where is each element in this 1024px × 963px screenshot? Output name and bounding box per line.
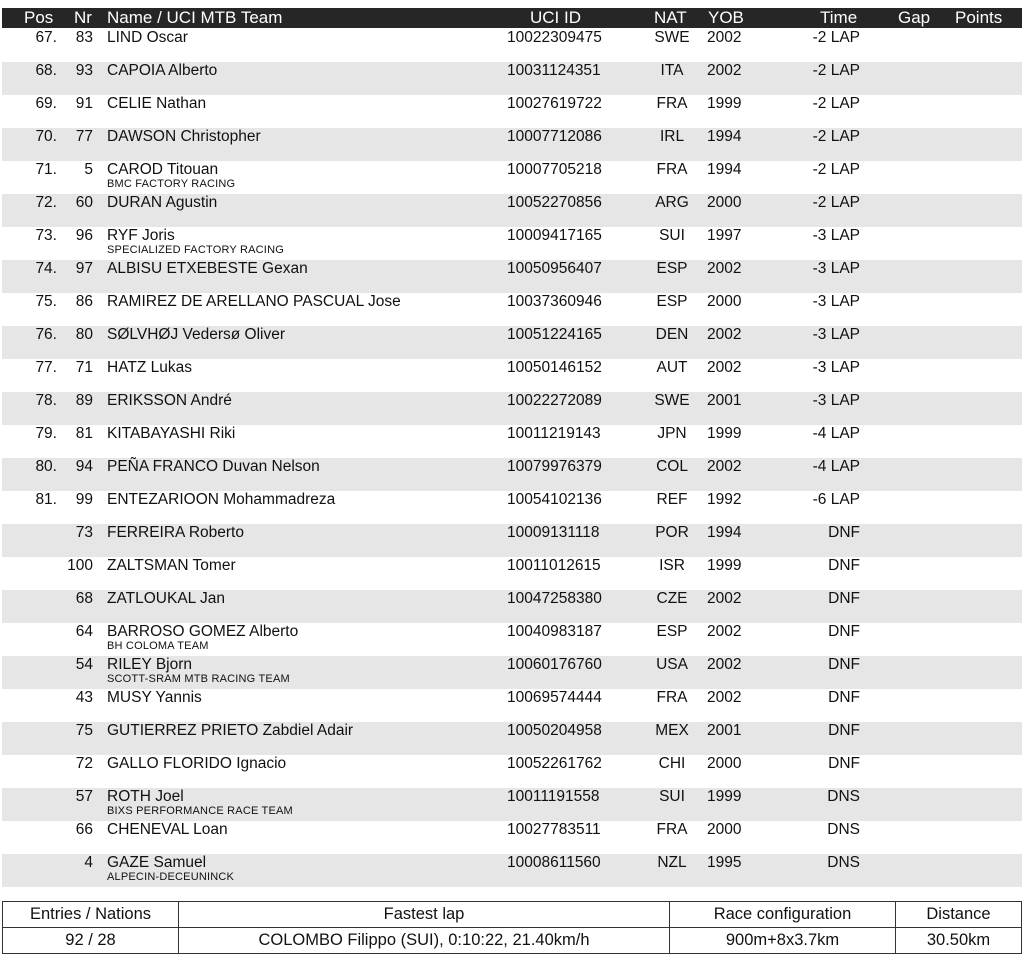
uci-id-cell: 10050204958 bbox=[507, 722, 602, 739]
year-of-birth-cell: 2002 bbox=[707, 458, 742, 475]
year-of-birth-cell: 1997 bbox=[707, 227, 742, 244]
position-cell: 69. bbox=[35, 95, 57, 112]
team-name: BH COLOMA TEAM bbox=[107, 640, 209, 652]
rider-name-cell: ERIKSSON André bbox=[107, 392, 232, 409]
year-of-birth-cell: 2002 bbox=[707, 359, 742, 376]
header-pos: Pos bbox=[24, 8, 54, 27]
team-name: BMC FACTORY RACING bbox=[107, 178, 236, 190]
nationality-cell: MEX bbox=[655, 722, 689, 739]
table-row bbox=[2, 590, 1022, 623]
uci-id-cell: 10031124351 bbox=[507, 62, 601, 79]
bib-number-cell: 73 bbox=[75, 524, 93, 541]
table-row bbox=[2, 62, 1022, 95]
time-cell: -3 LAP bbox=[812, 326, 860, 343]
table-row bbox=[2, 458, 1022, 491]
year-of-birth-cell: 2000 bbox=[707, 755, 742, 772]
table-row bbox=[2, 821, 1022, 854]
rider-name-cell: DURAN Agustin bbox=[107, 194, 218, 211]
nationality-cell: SUI bbox=[659, 788, 685, 805]
year-of-birth-cell: 2000 bbox=[707, 293, 742, 310]
rider-name-cell: CELIE Nathan bbox=[107, 95, 207, 112]
uci-id-cell: 10011219143 bbox=[507, 425, 601, 442]
team-name: SPECIALIZED FACTORY RACING bbox=[107, 244, 284, 256]
bib-number-cell: 71 bbox=[75, 359, 93, 376]
bib-number-cell: 93 bbox=[75, 62, 93, 79]
header-gap: Gap bbox=[898, 8, 931, 27]
nationality-cell: POR bbox=[655, 524, 689, 541]
rider-name-cell: CAPOIA Alberto bbox=[107, 62, 218, 79]
header-yob: YOB bbox=[708, 8, 744, 27]
time-cell: -2 LAP bbox=[812, 95, 860, 112]
year-of-birth-cell: 2000 bbox=[707, 821, 742, 838]
time-cell: -2 LAP bbox=[812, 62, 860, 79]
rider-name-cell: ZATLOUKAL Jan bbox=[107, 590, 226, 607]
nationality-cell: FRA bbox=[656, 95, 688, 112]
position-cell: 80. bbox=[35, 458, 57, 475]
year-of-birth-cell: 1992 bbox=[707, 491, 742, 508]
nationality-cell: REF bbox=[656, 491, 688, 508]
table-row bbox=[2, 293, 1022, 326]
uci-id-cell: 10007712086 bbox=[507, 128, 602, 145]
position-cell: 70. bbox=[35, 128, 57, 145]
race-config-value: 900m+8x3.7km bbox=[670, 928, 896, 954]
rider-name-cell: MUSY Yannis bbox=[107, 689, 202, 706]
uci-id-cell: 10052270856 bbox=[507, 194, 602, 211]
table-row bbox=[2, 623, 1022, 656]
table-row bbox=[2, 524, 1022, 557]
year-of-birth-cell: 2002 bbox=[707, 260, 742, 277]
bib-number-cell: 80 bbox=[75, 326, 93, 343]
fastest-lap-value: COLOMBO Filippo (SUI), 0:10:22, 21.40km/h bbox=[179, 928, 670, 954]
bib-number-cell: 68 bbox=[75, 590, 93, 607]
nationality-cell: ESP bbox=[656, 293, 688, 310]
nationality-cell: COL bbox=[656, 458, 688, 475]
table-row bbox=[2, 359, 1022, 392]
nationality-cell: ITA bbox=[660, 62, 684, 79]
race-config-label: Race configuration bbox=[670, 902, 896, 928]
time-cell: -3 LAP bbox=[812, 359, 860, 376]
time-cell: DNS bbox=[827, 854, 860, 871]
time-cell: DNF bbox=[828, 689, 860, 706]
year-of-birth-cell: 2002 bbox=[707, 623, 742, 640]
uci-id-cell: 10027619722 bbox=[507, 95, 602, 112]
entries-label: Entries / Nations bbox=[3, 902, 179, 928]
results-header bbox=[2, 8, 1022, 28]
year-of-birth-cell: 2001 bbox=[707, 722, 742, 739]
table-row bbox=[2, 491, 1022, 524]
rider-name-cell: ENTEZARIOON Mohammadreza bbox=[107, 491, 336, 508]
time-cell: -3 LAP bbox=[812, 227, 860, 244]
nationality-cell: CZE bbox=[656, 590, 688, 607]
rider-name-cell: RAMIREZ DE ARELLANO PASCUAL Jose bbox=[107, 293, 401, 310]
table-row bbox=[2, 788, 1022, 821]
rider-name-cell: DAWSON Christopher bbox=[107, 128, 261, 145]
rider-name-cell: KITABAYASHI Riki bbox=[107, 425, 236, 442]
bib-number-cell: 54 bbox=[75, 656, 93, 673]
nationality-cell: SUI bbox=[659, 227, 685, 244]
year-of-birth-cell: 2002 bbox=[707, 62, 742, 79]
bib-number-cell: 72 bbox=[75, 755, 93, 772]
bib-number-cell: 60 bbox=[75, 194, 93, 211]
bib-number-cell: 75 bbox=[75, 722, 93, 739]
table-row bbox=[2, 425, 1022, 458]
distance-label: Distance bbox=[896, 902, 1022, 928]
uci-id-cell: 10008611560 bbox=[507, 854, 601, 871]
uci-id-cell: 10027783511 bbox=[507, 821, 601, 838]
uci-id-cell: 10007705218 bbox=[507, 161, 602, 178]
team-name: SCOTT-SRAM MTB RACING TEAM bbox=[107, 673, 290, 685]
nationality-cell: ISR bbox=[659, 557, 685, 574]
position-cell: 72. bbox=[35, 194, 57, 211]
uci-id-cell: 10047258380 bbox=[507, 590, 602, 607]
nationality-cell: FRA bbox=[656, 161, 688, 178]
header-time: Time bbox=[820, 8, 858, 27]
nationality-cell: ESP bbox=[656, 260, 688, 277]
rider-name-cell: PEÑA FRANCO Duvan Nelson bbox=[107, 458, 320, 475]
time-cell: DNF bbox=[828, 557, 860, 574]
race-summary-table bbox=[2, 901, 1022, 954]
header-points: Points bbox=[955, 8, 1003, 27]
nationality-cell: JPN bbox=[657, 425, 687, 442]
table-row bbox=[2, 722, 1022, 755]
table-row bbox=[2, 95, 1022, 128]
rider-name-cell: CAROD Titouan bbox=[107, 161, 219, 178]
time-cell: DNF bbox=[828, 656, 860, 673]
uci-id-cell: 10040983187 bbox=[507, 623, 602, 640]
year-of-birth-cell: 2002 bbox=[707, 29, 742, 46]
table-row bbox=[2, 326, 1022, 359]
position-cell: 76. bbox=[35, 326, 57, 343]
year-of-birth-cell: 1994 bbox=[707, 524, 742, 541]
bib-number-cell: 81 bbox=[75, 425, 93, 442]
bib-number-cell: 57 bbox=[75, 788, 93, 805]
uci-id-cell: 10051224165 bbox=[507, 326, 602, 343]
bib-number-cell: 89 bbox=[75, 392, 93, 409]
fastest-lap-label: Fastest lap bbox=[179, 902, 670, 928]
team-name: ALPECIN-DECEUNINCK bbox=[107, 871, 235, 883]
rider-name-cell: BARROSO GOMEZ Alberto bbox=[107, 623, 299, 640]
position-cell: 78. bbox=[35, 392, 57, 409]
nationality-cell: FRA bbox=[656, 689, 688, 706]
bib-number-cell: 100 bbox=[67, 557, 93, 574]
year-of-birth-cell: 1999 bbox=[707, 95, 742, 112]
position-cell: 67. bbox=[35, 29, 57, 46]
uci-id-cell: 10009131118 bbox=[507, 524, 600, 541]
uci-id-cell: 10054102136 bbox=[507, 491, 602, 508]
position-cell: 79. bbox=[35, 425, 57, 442]
year-of-birth-cell: 2002 bbox=[707, 326, 742, 343]
time-cell: DNF bbox=[828, 524, 860, 541]
uci-id-cell: 10022309475 bbox=[507, 29, 602, 46]
year-of-birth-cell: 2002 bbox=[707, 689, 742, 706]
nationality-cell: ARG bbox=[655, 194, 689, 211]
bib-number-cell: 77 bbox=[75, 128, 93, 145]
nationality-cell: SWE bbox=[654, 29, 690, 46]
entries-value: 92 / 28 bbox=[3, 928, 179, 954]
uci-id-cell: 10011012615 bbox=[507, 557, 601, 574]
position-cell: 71. bbox=[35, 161, 57, 178]
time-cell: DNF bbox=[828, 722, 860, 739]
time-cell: -3 LAP bbox=[812, 392, 860, 409]
table-row bbox=[2, 689, 1022, 722]
header-nr: Nr bbox=[74, 8, 92, 27]
time-cell: -6 LAP bbox=[812, 491, 860, 508]
header-nat: NAT bbox=[654, 8, 687, 27]
time-cell: -2 LAP bbox=[812, 29, 860, 46]
bib-number-cell: 4 bbox=[84, 854, 93, 871]
table-row bbox=[2, 755, 1022, 788]
rider-name-cell: GAZE Samuel bbox=[107, 854, 207, 871]
nationality-cell: CHI bbox=[658, 755, 686, 772]
bib-number-cell: 5 bbox=[84, 161, 93, 178]
table-row bbox=[2, 161, 1022, 194]
year-of-birth-cell: 1995 bbox=[707, 854, 742, 871]
rider-name-cell: FERREIRA Roberto bbox=[107, 524, 244, 541]
uci-id-cell: 10079976379 bbox=[507, 458, 602, 475]
year-of-birth-cell: 1994 bbox=[707, 161, 742, 178]
year-of-birth-cell: 2002 bbox=[707, 590, 742, 607]
position-cell: 77. bbox=[35, 359, 57, 376]
time-cell: DNF bbox=[828, 755, 860, 772]
year-of-birth-cell: 2000 bbox=[707, 194, 742, 211]
rider-name-cell: GUTIERREZ PRIETO Zabdiel Adair bbox=[107, 722, 354, 739]
rider-name-cell: ALBISU ETXEBESTE Gexan bbox=[107, 260, 308, 277]
year-of-birth-cell: 2001 bbox=[707, 392, 742, 409]
rider-name-cell: ZALTSMAN Tomer bbox=[107, 557, 236, 574]
table-row bbox=[2, 557, 1022, 590]
year-of-birth-cell: 1994 bbox=[707, 128, 742, 145]
bib-number-cell: 94 bbox=[75, 458, 93, 475]
rider-name-cell: SØLVHØJ Vedersø Oliver bbox=[107, 326, 286, 343]
table-row bbox=[2, 194, 1022, 227]
year-of-birth-cell: 1999 bbox=[707, 557, 742, 574]
bib-number-cell: 43 bbox=[75, 689, 93, 706]
time-cell: -2 LAP bbox=[812, 128, 860, 145]
uci-id-cell: 10037360946 bbox=[507, 293, 602, 310]
bib-number-cell: 91 bbox=[75, 95, 93, 112]
header-name: Name / UCI MTB Team bbox=[107, 8, 283, 27]
time-cell: -4 LAP bbox=[812, 425, 860, 442]
time-cell: -3 LAP bbox=[812, 293, 860, 310]
rider-name-cell: HATZ Lukas bbox=[107, 359, 192, 376]
bib-number-cell: 64 bbox=[75, 623, 93, 640]
table-row bbox=[2, 29, 1022, 62]
table-row bbox=[2, 656, 1022, 689]
nationality-cell: SWE bbox=[654, 392, 690, 409]
position-cell: 75. bbox=[35, 293, 57, 310]
uci-id-cell: 10011191558 bbox=[507, 788, 600, 805]
position-cell: 68. bbox=[35, 62, 57, 79]
rider-name-cell: RILEY Bjorn bbox=[107, 656, 193, 673]
uci-id-cell: 10050956407 bbox=[507, 260, 602, 277]
position-cell: 73. bbox=[35, 227, 57, 244]
bib-number-cell: 99 bbox=[75, 491, 93, 508]
table-row bbox=[2, 854, 1022, 887]
bib-number-cell: 97 bbox=[75, 260, 93, 277]
rider-name-cell: LIND Oscar bbox=[107, 29, 188, 46]
uci-id-cell: 10052261762 bbox=[507, 755, 602, 772]
year-of-birth-cell: 1999 bbox=[707, 425, 742, 442]
time-cell: -4 LAP bbox=[812, 458, 860, 475]
distance-value: 30.50km bbox=[896, 928, 1022, 954]
nationality-cell: NZL bbox=[657, 854, 687, 871]
uci-id-cell: 10050146152 bbox=[507, 359, 602, 376]
rider-name-cell: RYF Joris bbox=[107, 227, 175, 244]
year-of-birth-cell: 1999 bbox=[707, 788, 742, 805]
bib-number-cell: 83 bbox=[75, 29, 93, 46]
bib-number-cell: 86 bbox=[75, 293, 93, 310]
rider-name-cell: ROTH Joel bbox=[107, 788, 184, 805]
uci-id-cell: 10069574444 bbox=[507, 689, 602, 706]
year-of-birth-cell: 2002 bbox=[707, 656, 742, 673]
nationality-cell: FRA bbox=[656, 821, 688, 838]
uci-id-cell: 10022272089 bbox=[507, 392, 602, 409]
rider-name-cell: CHENEVAL Loan bbox=[107, 821, 228, 838]
table-row bbox=[2, 227, 1022, 260]
table-row bbox=[2, 392, 1022, 425]
position-cell: 74. bbox=[35, 260, 57, 277]
header-uci-id: UCI ID bbox=[530, 8, 581, 27]
table-row bbox=[2, 260, 1022, 293]
rider-name-cell: GALLO FLORIDO Ignacio bbox=[107, 755, 287, 772]
time-cell: -2 LAP bbox=[812, 161, 860, 178]
nationality-cell: ESP bbox=[656, 623, 688, 640]
nationality-cell: IRL bbox=[659, 128, 685, 145]
nationality-cell: AUT bbox=[656, 359, 688, 376]
uci-id-cell: 10009417165 bbox=[507, 227, 602, 244]
time-cell: DNF bbox=[828, 623, 860, 640]
time-cell: DNF bbox=[828, 590, 860, 607]
time-cell: -3 LAP bbox=[812, 260, 860, 277]
time-cell: -2 LAP bbox=[812, 194, 860, 211]
time-cell: DNS bbox=[827, 788, 860, 805]
nationality-cell: USA bbox=[656, 656, 688, 673]
nationality-cell: DEN bbox=[655, 326, 689, 343]
time-cell: DNS bbox=[827, 821, 860, 838]
team-name: BIXS PERFORMANCE RACE TEAM bbox=[107, 805, 293, 817]
uci-id-cell: 10060176760 bbox=[507, 656, 602, 673]
position-cell: 81. bbox=[35, 491, 57, 508]
table-row bbox=[2, 128, 1022, 161]
bib-number-cell: 96 bbox=[75, 227, 93, 244]
bib-number-cell: 66 bbox=[75, 821, 93, 838]
